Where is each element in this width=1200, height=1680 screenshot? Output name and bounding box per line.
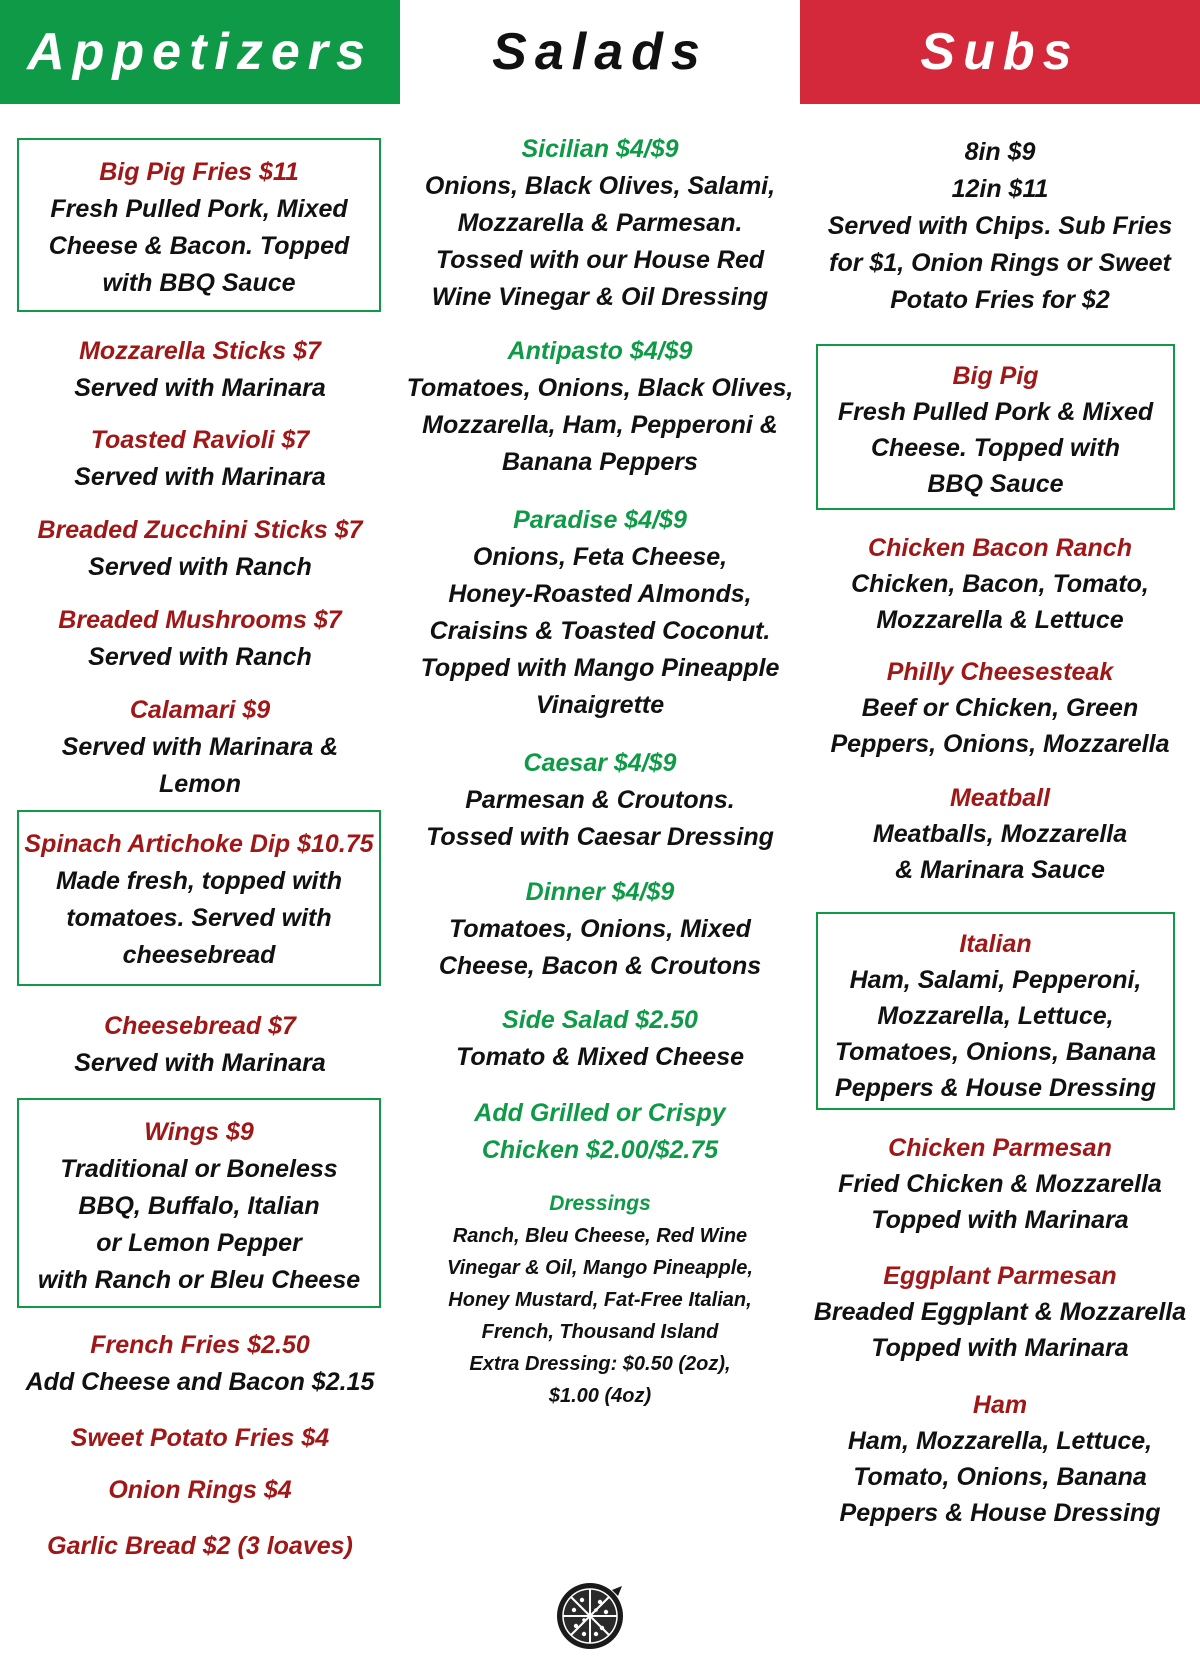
- sub-item: [800, 780, 1200, 888]
- item-desc-line: Tomatoes, Onions, Black Olives,: [406, 374, 794, 402]
- item-desc-line: BBQ Sauce: [927, 470, 1064, 498]
- pizza-icon: [554, 1580, 626, 1652]
- item-desc-line: Made fresh, topped with: [55, 867, 343, 895]
- appetizer-item: [0, 1420, 400, 1457]
- item-name: Wings $9: [144, 1118, 254, 1146]
- item-desc-line: Wine Vinegar & Oil Dressing: [431, 283, 769, 311]
- item-name: Breaded Mushrooms $7: [58, 606, 342, 634]
- appetizer-item: [0, 422, 400, 496]
- item-desc-line: with Ranch or Bleu Cheese: [37, 1266, 361, 1294]
- item-name: Meatball: [949, 784, 1051, 812]
- item-name-line-2: Chicken $2.00/$2.75: [481, 1136, 719, 1164]
- sub-item: [800, 1130, 1200, 1238]
- item-desc-line: Beef or Chicken, Green: [861, 694, 1139, 722]
- sub-item: [800, 530, 1200, 638]
- dressings-line: Extra Dressing: $0.50 (2oz),: [469, 1353, 731, 1375]
- appetizer-item: [17, 810, 381, 986]
- sub-item: [816, 912, 1175, 1110]
- item-name: Chicken Bacon Ranch: [868, 534, 1132, 562]
- salad-item: [400, 745, 800, 856]
- item-desc-line: Lemon: [159, 770, 241, 798]
- item-name: Cheesebread $7: [104, 1012, 296, 1040]
- item-name: Big Pig Fries $11: [99, 158, 299, 186]
- item-name: Paradise $4/$9: [513, 506, 687, 534]
- item-desc-line: Chicken, Bacon, Tomato,: [851, 570, 1149, 598]
- item-desc-line: Tossed with Caesar Dressing: [426, 823, 774, 851]
- item-name: Add Grilled or Crispy: [474, 1099, 726, 1127]
- item-desc-line: Onions, Feta Cheese,: [472, 543, 728, 571]
- item-desc-line: Vinaigrette: [535, 691, 665, 719]
- item-name: Side Salad $2.50: [502, 1006, 698, 1034]
- item-desc-line: Served with Marinara &: [61, 733, 339, 761]
- item-desc-line: & Marinara Sauce: [895, 856, 1105, 884]
- appetizer-item: [17, 138, 381, 312]
- item-desc-line: Tomato & Mixed Cheese: [455, 1043, 745, 1071]
- subs-info-line: Potato Fries for $2: [890, 286, 1110, 314]
- subs-info-line: 12in $11: [951, 175, 1049, 203]
- item-name: Ham: [972, 1391, 1028, 1419]
- item-desc-line: Traditional or Boneless: [60, 1155, 338, 1183]
- appetizer-item: [0, 1472, 400, 1509]
- item-desc-line: Served with Ranch: [88, 643, 312, 671]
- item-desc-line: Banana Peppers: [502, 448, 698, 476]
- item-desc-line: Tomatoes, Onions, Mixed: [449, 915, 751, 943]
- item-name: Breaded Zucchini Sticks $7: [37, 516, 363, 544]
- dressings-line: $1.00 (4oz): [548, 1385, 652, 1407]
- item-desc-line: Peppers & House Dressing: [839, 1499, 1161, 1527]
- item-desc-line: Served with Marinara: [74, 374, 326, 402]
- item-desc-line: Peppers & House Dressing: [835, 1074, 1156, 1102]
- sub-item: [800, 1258, 1200, 1366]
- item-name: Dinner $4/$9: [525, 878, 675, 906]
- item-desc-line: Ham, Mozzarella, Lettuce,: [847, 1427, 1153, 1455]
- item-desc-line: Parmesan & Croutons.: [465, 786, 735, 814]
- appetizer-item: [0, 1528, 400, 1565]
- item-desc-line: Tossed with our House Red: [435, 246, 765, 274]
- item-name: Chicken Parmesan: [888, 1134, 1112, 1162]
- item-desc-line: Topped with Mango Pineapple: [420, 654, 780, 682]
- sub-item: [800, 1387, 1200, 1531]
- appetizer-item: [0, 1008, 400, 1082]
- salads-column: [400, 0, 800, 104]
- dressings-line: Ranch, Bleu Cheese, Red Wine: [452, 1225, 748, 1247]
- item-name: Italian: [959, 930, 1032, 958]
- salad-item: [400, 1002, 800, 1076]
- salads-header: Salads: [400, 0, 800, 104]
- subs-header: Subs: [800, 0, 1200, 104]
- item-desc-line: Fresh Pulled Pork, Mixed: [50, 195, 348, 223]
- item-name: Garlic Bread $2 (3 loaves): [47, 1532, 353, 1560]
- item-desc-line: Topped with Marinara: [871, 1334, 1129, 1362]
- appetizer-item: [17, 1098, 381, 1308]
- subs-column: [800, 0, 1200, 104]
- item-desc-line: Tomatoes, Onions, Banana: [834, 1038, 1157, 1066]
- salad-item: [400, 502, 800, 724]
- item-name: French Fries $2.50: [90, 1331, 310, 1359]
- item-desc-line: Topped with Marinara: [871, 1206, 1129, 1234]
- subs-info-line: for $1, Onion Rings or Sweet: [829, 249, 1171, 277]
- item-desc-line: Fresh Pulled Pork & Mixed: [837, 398, 1154, 426]
- item-desc-line: Honey-Roasted Almonds,: [448, 580, 752, 608]
- appetizers-column: [0, 0, 400, 104]
- item-name: Mozzarella Sticks $7: [79, 337, 321, 365]
- item-name: Antipasto $4/$9: [507, 337, 693, 365]
- item-desc-line: Served with Ranch: [88, 553, 312, 581]
- item-name: Sweet Potato Fries $4: [70, 1424, 330, 1452]
- item-desc-line: Breaded Eggplant & Mozzarella: [813, 1298, 1187, 1326]
- dressings-title: Dressings: [549, 1192, 651, 1215]
- item-name: Caesar $4/$9: [523, 749, 677, 777]
- item-desc-line: Onions, Black Olives, Salami,: [424, 172, 776, 200]
- item-desc-line: Served with Marinara: [74, 463, 326, 491]
- item-desc-line: or Lemon Pepper: [96, 1229, 302, 1257]
- item-desc-line: tomatoes. Served with: [66, 904, 332, 932]
- item-name: Onion Rings $4: [108, 1476, 292, 1504]
- dressings-line: Honey Mustard, Fat-Free Italian,: [448, 1289, 752, 1311]
- item-desc-line: Add Cheese and Bacon $2.15: [25, 1368, 375, 1396]
- item-name: Toasted Ravioli $7: [90, 426, 310, 454]
- item-name: Big Pig: [952, 362, 1039, 390]
- appetizer-item: [0, 512, 400, 586]
- appetizer-item: [0, 692, 400, 803]
- item-desc-line: BBQ, Buffalo, Italian: [78, 1192, 320, 1220]
- item-desc-line: Fried Chicken & Mozzarella: [838, 1170, 1162, 1198]
- sub-item: [800, 654, 1200, 762]
- appetizer-item: [0, 333, 400, 407]
- item-desc-line: Peppers, Onions, Mozzarella: [830, 730, 1170, 758]
- dressings-block: [400, 1188, 800, 1412]
- item-name: Sicilian $4/$9: [521, 135, 679, 163]
- subs-info-line: 8in $9: [964, 138, 1036, 166]
- dressings-line: French, Thousand Island: [481, 1321, 719, 1343]
- sub-item: [816, 344, 1175, 510]
- item-name: Calamari $9: [129, 696, 271, 724]
- salad-item: [400, 1095, 800, 1169]
- item-desc-line: Mozzarella & Lettuce: [876, 606, 1124, 634]
- item-desc-line: Cheese, Bacon & Croutons: [438, 952, 762, 980]
- dressings-line: Vinegar & Oil, Mango Pineapple,: [447, 1257, 753, 1279]
- item-desc-line: Cheese & Bacon. Topped: [48, 232, 350, 260]
- appetizers-header: Appetizers: [0, 0, 400, 104]
- salad-item: [400, 874, 800, 985]
- item-desc-line: Craisins & Toasted Coconut.: [429, 617, 771, 645]
- item-desc-line: with BBQ Sauce: [102, 269, 296, 297]
- item-name: Eggplant Parmesan: [883, 1262, 1117, 1290]
- item-desc-line: Cheese. Topped with: [870, 434, 1121, 462]
- item-desc-line: Tomato, Onions, Banana: [853, 1463, 1147, 1491]
- appetizer-item: [0, 1327, 400, 1401]
- item-desc-line: Ham, Salami, Pepperoni,: [849, 966, 1142, 994]
- item-name: Philly Cheesesteak: [886, 658, 1114, 686]
- item-desc-line: Mozzarella, Ham, Pepperoni &: [422, 411, 778, 439]
- item-desc-line: Served with Marinara: [74, 1049, 326, 1077]
- item-desc-line: Mozzarella & Parmesan.: [457, 209, 743, 237]
- appetizer-item: [0, 602, 400, 676]
- item-desc-line: Mozzarella, Lettuce,: [877, 1002, 1114, 1030]
- subs-info-line: Served with Chips. Sub Fries: [827, 212, 1173, 240]
- subs-info: [800, 134, 1200, 319]
- salad-item: [400, 333, 800, 481]
- item-desc-line: Meatballs, Mozzarella: [872, 820, 1128, 848]
- salad-item: [400, 131, 800, 316]
- item-name: Spinach Artichoke Dip $10.75: [24, 830, 374, 858]
- item-desc-line: cheesebread: [122, 941, 276, 969]
